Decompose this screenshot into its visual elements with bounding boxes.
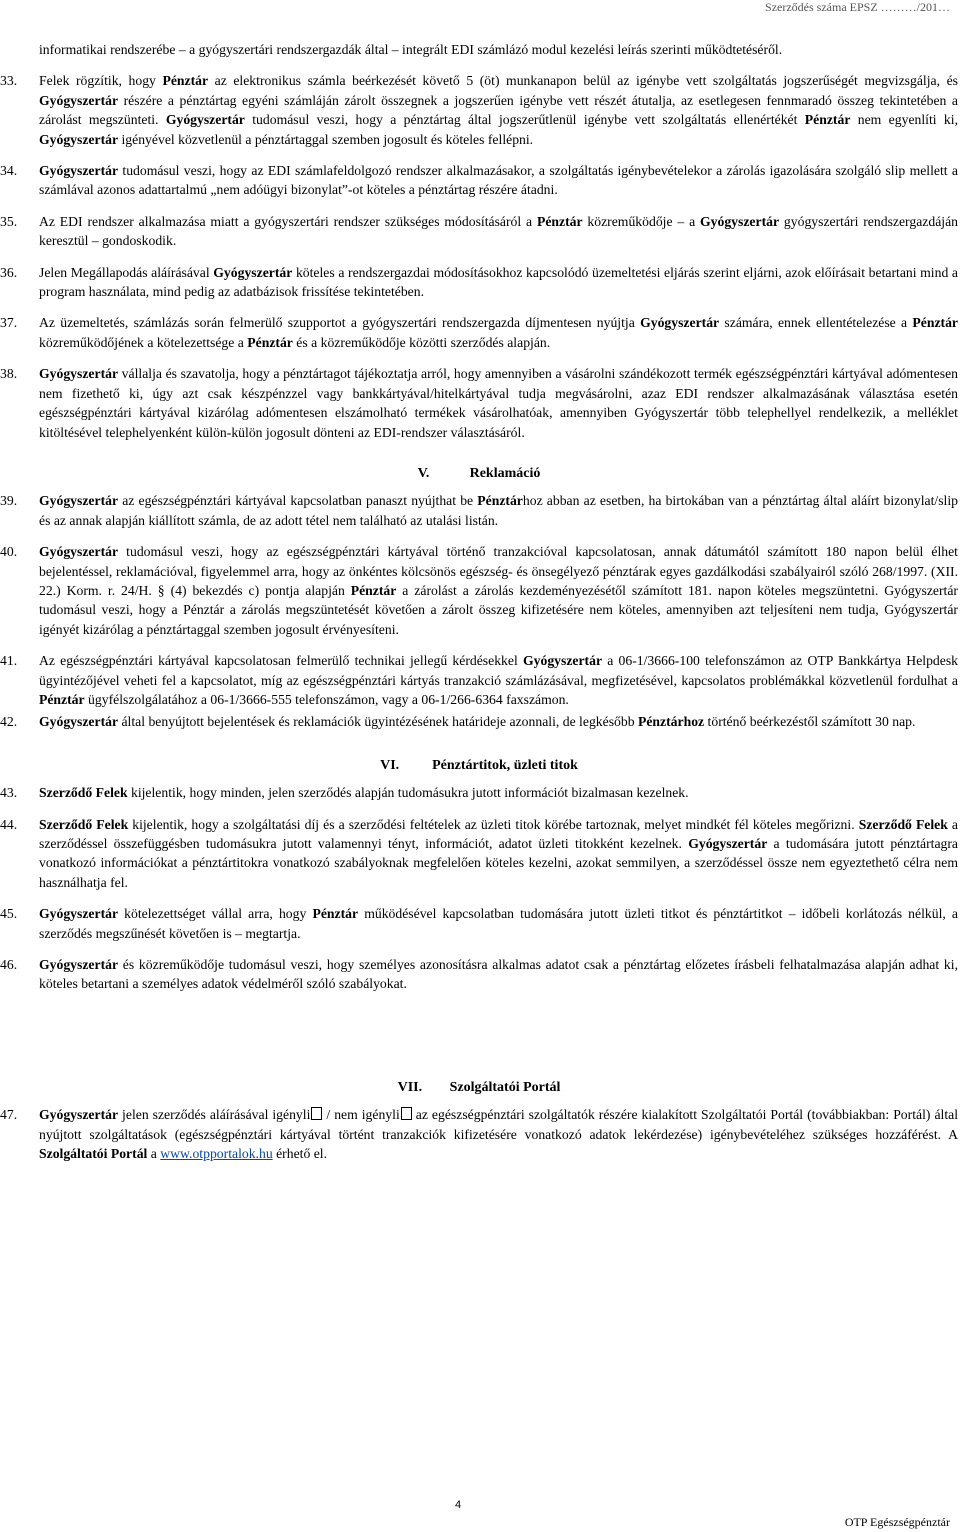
clause-38: 38. Gyógyszertár vállalja és szavatolja, hogy a pénztártagot tájékoztatja arról, hogy amennyiben a vásárolni szándékozott termék egészségpénztári kártyával adómentesen nem fizethető ki, úgy azt csak készpénzzel vagy bankkártyával/hitelkártyával tudja megvásárolni, azaz EDI rendszer alkalmazásának választása esetén egészségpénztári kártyával kizárólag adómentesen elszámolható termékek vásárolhatóak, amennyiben Gyógyszertár több telephellyel rendelkezik, a melléklet kitöltésével telephelyenként külön-külön jogosult dönteni az EDI-rendszer választásáról. xyxy=(0,366,958,440)
section-heading-vi: VI. Pénztártitok, üzleti titok xyxy=(380,757,578,773)
clause-36: 36. Jelen Megállapodás aláírásával Gyógyszertár köteles a rendszergazdai módosításokhoz kapcsolódó üzemeltetési eljárás szerint eljárni, azok előírásait betartani mind a program használata, mind pedig az adatbázisok frissítése tekintetében. xyxy=(0,264,958,300)
clause-47: 47. Gyógyszertár jelen szerződés aláírásával igényli / nem igényli az egészségpénztári szolgáltatók részére kialakított Szolgáltatói Portál (továbbiakban: Portál) által nyújtott szolgáltatások (egészségpénztári kártyával történt tranzakciók kifizetésére vonatkozó adatok lekérdezése) igénybevételéhez szükséges hozzáférést. A Szolgáltatói Portál a www.otpportalok.hu érhető el. xyxy=(0,1107,958,1162)
decline-checkbox[interactable] xyxy=(401,1107,412,1120)
section-heading-vii: VII. Szolgáltatói Portál xyxy=(397,1079,561,1095)
clause-34: 34. Gyógyszertár tudomásul veszi, hogy az EDI számlafeldolgozó rendszer alkalmazásakor, a szolgáltatás igénybevételekor a zárolás igazolására szolgáló slip mellett a számlával azonos adattartalmú „nem adóügyi bizonylat”-ot köteles a pénztártag részére átadni. xyxy=(0,163,958,198)
clause-43: 43. Szerződő Felek kijelentik, hogy minden, jelen szerződés alapján tudomásukra jutott információt bizalmasan kezelnek. xyxy=(0,783,958,802)
request-checkbox[interactable] xyxy=(311,1107,322,1120)
clause-35: 35. Az EDI rendszer alkalmazása miatt a gyógyszertári rendszer szükséges módosításáról a Pénztár közreműködője – a Gyógyszertár gyógyszertári rendszergazdáján keresztül – gondoskodik. xyxy=(0,213,958,249)
clause-number: 45. xyxy=(0,906,18,922)
portal-link[interactable]: www.otpportalok.hu xyxy=(160,1146,273,1162)
clause-44: 44. Szerződő Felek kijelentik, hogy a szolgáltatási díj és a szerződési feltételek az üzleti titok körébe tartoznak, melyet mindkét fél köteles megőrizni. Szerződő Felek a szerződéssel összefüggésben tudomásukra jutott valamennyi tényt, információt, adatot üzleti titokként kezelnek. Gyógyszertár a tudomására jutott pénztártagra vonatkozó információkat a pénztártitokra vonatkozó szabályoknak megfelelően köteles kezelni, azokat semmilyen, a szerződéssel össze nem egyeztethető célra nem használhatja fel. xyxy=(0,816,958,890)
clause-41: 41. Az egészségpénztári kártyával kapcsolatosan felmerülő technikai jellegű kérdésekkel Gyógyszertár a 06-1/3666-100 telefonszámon az OTP Bankkártya Helpdesk ügyintézőjével veheti fel a kapcsolatot, míg az egészségpénztári kártyás tranzakció számlázásával, megfizetésével, kapcsolatos problémákkal közvetlenül fordulhat a Pénztár ügyfélszolgálatához a 06-1/3666-555 telefonszámon, vagy a 06-1/266-6364 faxszámon. xyxy=(0,653,958,707)
clause-number: 41. xyxy=(0,653,18,669)
clause-33: 33. Felek rögzítik, hogy Pénztár az elektronikus számla beérkezését követő 5 (öt) munkanapon belül az igénybe vett szolgáltatás jogszerűségét megvizsgálja, és Gyógyszertár részére a pénztártag egyéni számláján zárolt összegnek a jogszerűen igénybe vett részét átutalja, az esetlegesen fennmaradó összeg tekintetében a zárolást megszünteti. Gyógyszertár tudomásul veszi, hogy a pénztártag által jogszerűtlenül igénybe vett szolgáltatás ellenértékét Pénztár nem egyenlíti ki, Gyógyszertár igényével közvetlenül a pénztártaggal szemben jogosult és köteles fellépni. xyxy=(0,73,958,147)
clause-number: 47. xyxy=(0,1107,18,1123)
clause-37: 37. Az üzemeltetés, számlázás során felmerülő szupportot a gyógyszertári rendszergazda díjmentesen nyújtja Gyógyszertár számára, ennek ellentételezése a Pénztár közreműködőjének a kötelezettsége a Pénztár és a közreműködője közötti szerződés alapján. xyxy=(0,315,959,350)
clause-45: 45. Gyógyszertár kötelezettséget vállal arra, hogy Pénztár működésével kapcsolatban tudomására jutott üzleti titkot és pénztártitkot – időbeli korlátozás nélkül, a szerződés megszűnését követően is – megtartja. xyxy=(0,906,958,941)
clause-number: 39. xyxy=(0,493,18,509)
clause-42: 42. Gyógyszertár által benyújtott bejelentések és reklamációk ügyintézésének határideje azonnali, de legkésőbb Pénztárhoz történő beérkezéstől számított 30 nap. xyxy=(0,712,958,731)
clause-number: 43. xyxy=(0,785,18,801)
clause-number: 46. xyxy=(0,957,18,973)
page-number: 4 xyxy=(455,1499,462,1511)
clause-number: 44. xyxy=(0,816,18,832)
contract-number-header: Szerződés száma EPSZ ………/201… xyxy=(765,0,950,14)
document-body xyxy=(0,40,958,1163)
clause-40: 40. Gyógyszertár tudomásul veszi, hogy az egészségpénztári kártyával történő tranzakcióval kapcsolatosan, annak dátumától számított 180 napon belül élhet bejelentéssel, reklamációval, figyelemmel arra, hogy az önkéntes kölcsönös egészség- és önsegélyező pénztárak egyes gazdálkodási szabályairól szóló 268/1997. (XII. 22.) Korm. r. 24/H. § (4) bekezdés c) pontja alapján Pénztár a zárolást a zárolás kezdeményezésétől számított 181. napon köteles megszüntetni. Gyógyszertár tudomásul veszi, hogy a Pénztár a zárolás megszüntetését követően a zárolt összeg kifizetésére nem köteles, amennyiben azt teljesíteni nem tudja, Gyógyszertár igényét kizárólag a pénztártaggal szemben jogosult érvényesíteni. xyxy=(0,544,958,637)
clause-number: 33. xyxy=(0,73,18,89)
clause-number: 38. xyxy=(0,366,18,382)
clause-number: 42. xyxy=(0,714,18,730)
clause-number: 35. xyxy=(0,213,18,229)
clause-46: 46. Gyógyszertár és közreműködője tudomásul veszi, hogy személyes azonosításra alkalmas adatot csak a pénztártag előzetes írásbeli felhatalmazása alapján adhat ki, köteles betartani a személyes adatok védelméről szóló szabályokat. xyxy=(0,957,958,992)
intro-continuation: informatikai rendszerébe – a gyógyszertári rendszergazdák által – integrált EDI számlázó modul kezelési leírás szerinti működtetéséről. xyxy=(39,42,783,57)
clause-number: 37. xyxy=(0,315,18,331)
section-heading-v: V. Reklamáció xyxy=(417,465,541,481)
clause-39: 39. Gyógyszertár az egészségpénztári kártyával kapcsolatban panaszt nyújthat be Pénztárhoz abban az esetben, ha birtokában van a pénztártag által aláírt bizonylat/slip és az annak alapján kiállított számla, de az adott tétel nem található az utalási listán. xyxy=(0,493,958,528)
clause-number: 34. xyxy=(0,163,18,179)
clause-number: 36. xyxy=(0,264,18,280)
footer-company: OTP Egészségpénztár xyxy=(844,1515,950,1529)
clause-number: 40. xyxy=(0,544,18,560)
